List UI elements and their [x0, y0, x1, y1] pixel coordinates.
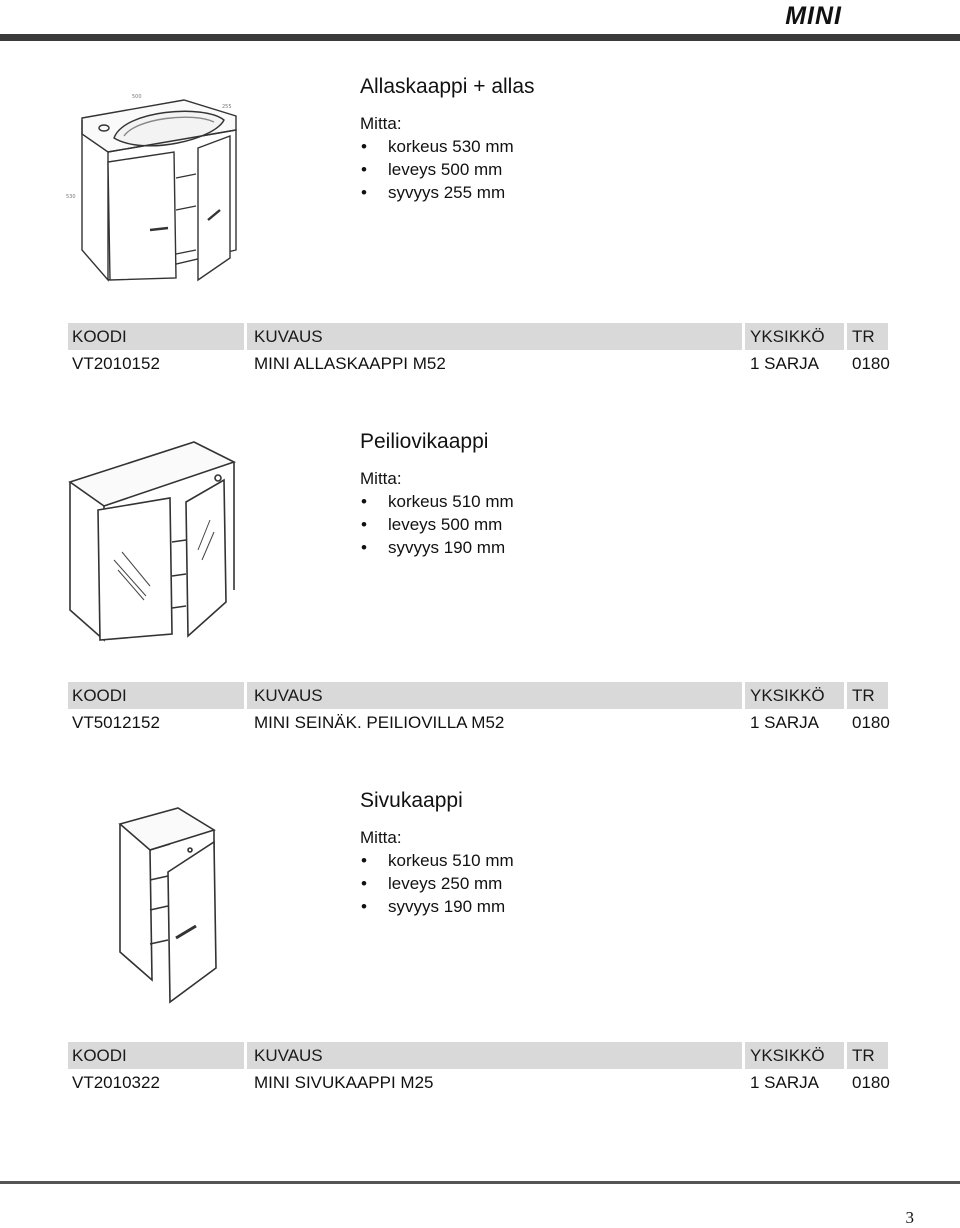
- mirror-cabinet-illustration: [64, 440, 244, 645]
- header-bar: [0, 34, 960, 41]
- product-table: [68, 682, 888, 737]
- dimension-width: • leveys 500 mm: [361, 160, 503, 179]
- header-unit: YKSIKKÖ: [750, 1046, 825, 1065]
- header-code: KOODI: [72, 1046, 127, 1065]
- header-description: KUVAUS: [254, 686, 323, 705]
- table-row: [68, 709, 888, 737]
- cell-code: VT2010152: [72, 354, 160, 373]
- header-description: KUVAUS: [254, 327, 323, 346]
- cell-code: VT2010322: [72, 1073, 160, 1092]
- dimension-width: • leveys 250 mm: [361, 874, 503, 893]
- header-tr: TR: [852, 327, 875, 346]
- product-title: Allaskaappi + allas: [360, 75, 535, 98]
- cell-description: MINI SEINÄK. PEILIOVILLA M52: [254, 713, 505, 732]
- header-tr: TR: [852, 686, 875, 705]
- table-header: [68, 682, 888, 709]
- product-table: [68, 1042, 888, 1097]
- dimension-width: • leveys 500 mm: [361, 515, 503, 534]
- cell-code: VT5012152: [72, 713, 160, 732]
- dimensions-list: [360, 490, 514, 559]
- cell-description: MINI SIVUKAAPPI M25: [254, 1073, 434, 1092]
- table-header: [68, 1042, 888, 1069]
- cell-unit: 1 SARJA: [750, 354, 819, 373]
- product-title: Sivukaappi: [360, 789, 463, 812]
- cell-tr: 0180: [852, 713, 890, 732]
- cell-tr: 0180: [852, 1073, 890, 1092]
- table-row: [68, 350, 888, 378]
- svg-text:500: 500: [132, 94, 142, 100]
- cell-tr: 0180: [852, 354, 890, 373]
- dimensions-list: [360, 135, 535, 204]
- product-title: Peiliovikaappi: [360, 430, 489, 453]
- dimensions-label: Mitta:: [360, 828, 402, 847]
- cell-unit: 1 SARJA: [750, 1073, 819, 1092]
- dimension-height: • korkeus 530 mm: [361, 137, 514, 156]
- product-table: [68, 323, 888, 378]
- sink-cabinet-illustration: [64, 90, 254, 290]
- dimension-depth: • syvyys 190 mm: [361, 538, 506, 557]
- header-description: KUVAUS: [254, 1046, 323, 1065]
- dimensions-label: Mitta:: [360, 469, 402, 488]
- dimension-depth: • syvyys 190 mm: [361, 897, 506, 916]
- dimension-height: • korkeus 510 mm: [361, 492, 514, 511]
- cell-description: MINI ALLASKAAPPI M52: [254, 354, 446, 373]
- dimension-height: • korkeus 510 mm: [361, 851, 514, 870]
- header-unit: YKSIKKÖ: [750, 686, 825, 705]
- table-header: [68, 323, 888, 350]
- header-code: KOODI: [72, 327, 127, 346]
- side-cabinet-illustration: [112, 806, 224, 1006]
- header-unit: YKSIKKÖ: [750, 327, 825, 346]
- page-number: 3: [905, 1208, 914, 1227]
- table-row: [68, 1069, 888, 1097]
- footer-line: [0, 1181, 960, 1184]
- header-code: KOODI: [72, 686, 127, 705]
- dimensions-label: Mitta:: [360, 114, 402, 133]
- dimensions-list: [360, 849, 514, 918]
- svg-text:255: 255: [222, 104, 232, 110]
- header-tr: TR: [852, 1046, 875, 1065]
- brand-logo: MINI: [785, 2, 842, 30]
- dimension-depth: • syvyys 255 mm: [361, 183, 506, 202]
- cell-unit: 1 SARJA: [750, 713, 819, 732]
- svg-text:530: 530: [66, 194, 76, 200]
